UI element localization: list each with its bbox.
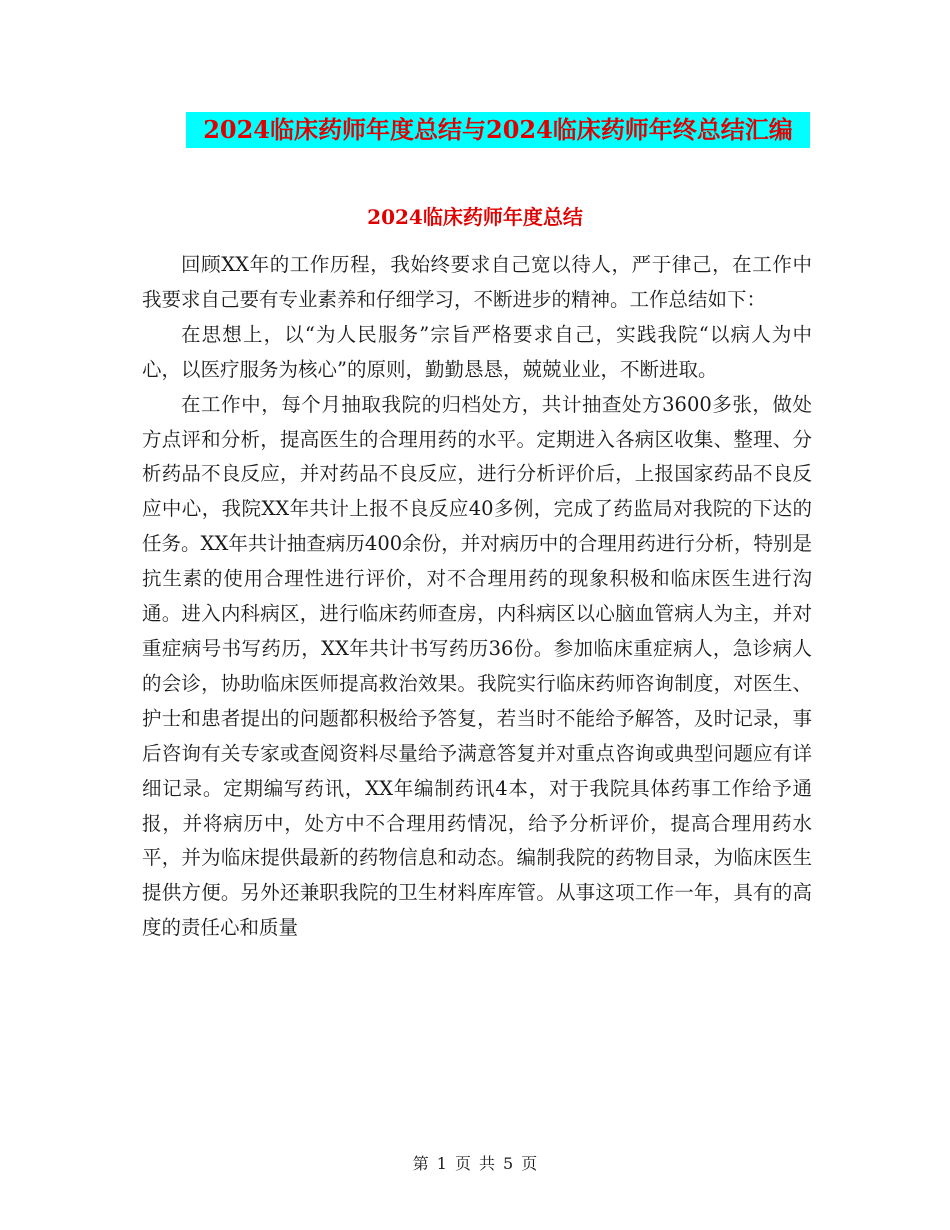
- footer-suffix: 页: [521, 1154, 538, 1173]
- document-main-title: 2024临床药师年度总结与2024临床药师年终总结汇编: [186, 112, 810, 148]
- footer-prefix: 第: [412, 1154, 429, 1173]
- document-body: [142, 248, 812, 946]
- page-footer: [0, 1152, 950, 1176]
- footer-middle: 页: [454, 1154, 471, 1173]
- paragraph-intro: 回顾XX年的工作历程，我始终要求自己宽以待人，严于律己，在工作中我要求自己要有专业素养和仔细学习，不断进步的精神。工作总结如下：: [142, 253, 812, 311]
- paragraph-work: 在工作中，每个月抽取我院的归档处方，共计抽查处方3600多张，做处方点评和分析，提高医生的合理用药的水平。定期进入各病区收集、整理、分析药品不良反应，并对药品不良反应，进行分析评价后，上报国家药品不良反应中心，我院XX年共计上报不良反应40多例，完成了药监局对我院的下达的任务。XX年共计抽查病历400余份，并对病历中的合理用药进行分析，特别是抗生素的使用合理性进行评价，对不合理用药的现象积极和临床医生进行沟通。进入内科病区，进行临床药师查房，内科病区以心脑血管病人为主，并对重症病号书写药历，XX年共计书写药历36份。参加临床重症病人，急诊病人的会诊，协助临床医师提高救治效果。我院实行临床药师咨询制度，对医生、护士和患者提出的问题都积极给予答复，若当时不能给予解答，及时记录，事后咨询有关专家或查阅资料尽量给予满意答复并对重点咨询或典型问题应有详细记录。定期编写药讯，XX年编制药讯4本，对于我院具体药事工作给予通报，并将病历中，处方中不合理用药情况，给予分析评价，提高合理用药水平，并为临床提供最新的药物信息和动态。编制我院的药物目录，为临床医生提供方便。另外还兼职我院的卫生材料库库管。从事这项工作一年，具有的高度的责任心和质量: [142, 392, 812, 940]
- footer-total-prefix: 共: [479, 1154, 496, 1173]
- section-title: 2024临床药师年度总结: [367, 205, 583, 229]
- footer-total-pages: 5: [503, 1154, 514, 1173]
- paragraph-thought: 在思想上，以“为人民服务”宗旨严格要求自己，实践我院“以病人为中心，以医疗服务为核心”的原则，勤勤恳恳，兢兢业业，不断进取。: [142, 322, 812, 381]
- footer-current-page: 1: [436, 1154, 447, 1173]
